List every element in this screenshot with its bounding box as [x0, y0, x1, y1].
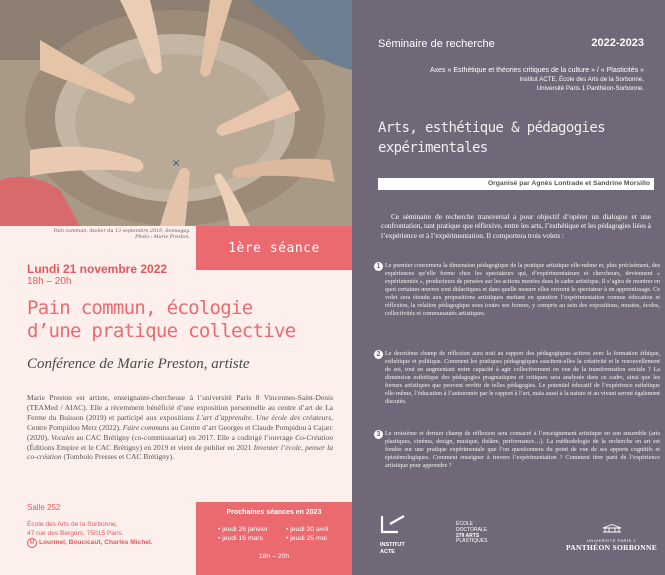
hands-clay-photo: [0, 0, 352, 226]
bio-text: au CAC Brétigny (co-commissariat) en 2017. Elle a codirigé l’ouvrage: [74, 432, 296, 442]
academic-year: 2022-2023: [591, 37, 644, 49]
institute-line: Université Paris 1 Panthéon-Sorbonne.: [536, 84, 644, 92]
next-dates-right: [286, 526, 328, 543]
event-date: Lundi 21 novembre 2022: [27, 262, 168, 276]
pantheon-icon: [602, 524, 622, 533]
bio-text: (Tombolo Presses et CAC Brétigny).: [61, 452, 174, 462]
school-name: École des Arts de la Sorbonne,: [27, 521, 118, 528]
acte-mark-icon: [380, 514, 406, 534]
intro-paragraph: Ce séminaire de recherche transversal a pour objectif d’opérer un dialogue et une confrontation, tant pratique que réflexive, entre les arts, l’esthétique et les pédagogies liées à l’expérience et à l’expérimentation. Il comportera trois volets :: [381, 212, 651, 240]
next-date: • jeudi 16 mars: [218, 534, 264, 542]
next-dates-left: [218, 526, 268, 543]
bio-work-title: Vocales: [51, 432, 75, 442]
event-title: [27, 297, 347, 343]
organizers-bar: Organisé par Agnès Lontrade et Sandrine Morsillo: [378, 178, 654, 190]
venue-block: [27, 503, 153, 548]
room-label: Salle 252: [27, 503, 61, 512]
artist-bio: [27, 393, 333, 462]
edap-line: DOCTORALE: [456, 526, 488, 533]
event-subtitle: Conférence de Marie Preston, artiste: [27, 356, 250, 372]
research-axes: Axes « Esthétique et théories critiques de la culture » / « Plasticités »: [429, 67, 644, 74]
next-date: • jeudi 25 mai: [286, 534, 327, 542]
caption-line: Pain commun, Atelier du 13 septembre 2019, Sonnegay.: [53, 229, 190, 234]
number-badge: 2: [374, 350, 383, 359]
bio-text: au Centre d’art Georges et Claude Pompidou à Cajarc (2020),: [27, 422, 333, 442]
partner-logos: [374, 512, 659, 562]
acte-line: INSTITUT: [380, 542, 405, 548]
seminar-label: Séminaire de recherche: [378, 38, 495, 50]
bio-work-title: L’art d’apprendre. Une école des créateurs: [196, 412, 332, 422]
bio-work-title: Inventer l’école, penser la co-création: [27, 442, 333, 462]
next-sessions-time: 18h – 20h: [258, 553, 290, 560]
edap-line: PLASTIQUES: [456, 538, 488, 545]
metro-stations: Lourmel, Boucicaut, Charles Michel.: [39, 539, 153, 546]
ps-small-label: UNIVERSITÉ PARIS 1: [586, 538, 637, 543]
next-date: • jeudi 26 janvier: [218, 526, 268, 533]
institute-line: Institut ACTE, École des Arts de la Sorbonne,: [519, 76, 644, 83]
metro-line: [27, 538, 153, 548]
institut-acte-logo: [380, 514, 420, 555]
point-text: Le troisième et dernier champ de réflexion sera consacré à l’enseignement artistique en son ensemble (arts plastiques, cinéma, design, musique, théâtre, performance…). La méthodologie de la recherche en art est fondée sur une pratique expérimentale que l’on questionnera du point de vue de ses apports cognitifs et épistémologiques. Comment enseigner à travers l’expérimentation ? Comment tirer parti de l’expérience artistique pour apprendre ?: [385, 430, 660, 470]
seminar-title-line: expérimentales: [378, 140, 488, 156]
point-text: Le premier concernera la dimension pédagogique de la pratique artistique elle-même et, plus précisément, des expériences qu’elle forme chez les spectateurs qui, d’expérimentateurs et chercheurs, deviennent « expérimentés », producteurs de pensées sur les actions menées dans le cadre artistique. Il s’agira de montrer en quoi certaines œuvres sont didactiques et dans quelle mesure elles ouvrent le spectateur à un apprentissage. Ce volet sera étendu aux propositions artistiques mettant en question l’expérimentation comme éducation et réflexion, la relation pédagogique sous toutes ses formes, y compris au sein des expositions, musées, écoles, collectivités et communautés artistiques.: [385, 262, 660, 318]
photo-illustration: [0, 0, 352, 226]
bio-text: (Éditions Empire et le CAC Brétigny) en 2019 et vient de publier en 2021: [27, 442, 254, 452]
seminar-title-line: Arts, esthétique & pédagogies: [378, 120, 606, 136]
seance-label: 1ère séance: [228, 240, 320, 256]
seance-badge: [196, 226, 352, 270]
edap-line: 279 ARTS: [456, 532, 480, 539]
address: 47 rue des Bergers, 75015 Paris: [27, 530, 122, 537]
bio-text: , Centre Pompidou Metz (2022),: [27, 412, 333, 432]
edap-line: ÉCOLE: [456, 521, 473, 527]
acte-line: ACTE: [380, 548, 395, 555]
bio-text: Marie Preston est artiste, enseignante-chercheuse à l’université Paris 8 Vincennes-Saint-Denis (TEAMed / AIAC). Elle a récemment bénéficié d’une exposition personnelle au centre d’art de La Ferme du Buisson (2019) et participé aux expositions: [27, 393, 333, 422]
right-column: [352, 0, 665, 575]
bio-work-title: Co-Création: [295, 432, 333, 442]
point-1: [374, 262, 660, 318]
metro-icon: M: [27, 538, 37, 548]
pantheon-sorbonne-logo: [564, 520, 659, 552]
point-2: [374, 350, 660, 406]
point-3: [374, 430, 660, 470]
caption-credit: Photo : Marie Preston.: [135, 235, 190, 240]
svg-text:×: ×: [172, 158, 181, 169]
number-badge: 1: [374, 262, 383, 271]
event-time: 18h – 20h: [27, 276, 72, 287]
acte-label: [380, 542, 420, 555]
next-sessions-title: Prochaines séances en 2023: [226, 509, 322, 516]
ps-big-label: PANTHÉON SORBONNE: [565, 543, 657, 552]
event-title-line: Pain commun, écologie: [27, 297, 253, 319]
point-text: Le deuxième champ de réflexion aura trait au rapport des pédagogiques actives avec la formation éthique, esthétique et politique. Comment les pratiques pédagogiques suscitent-elles la créativité et le renouvellement de soi, tout en augmentant notre capacité à agir collectivement en vue de la transformation sociale ? La dimension esthétique des pédagogies pragmatiques et critiques sera analysée dans ce cadre, ainsi que les formes artistiques que peuvent revêtir de telles pédagogies. Le potentiel éducatif de l’expérience esthétique elle-même, l’éducation à l’autonomie par le rapport à l’art, mais aussi à la nature et au vivant seront également discutés.: [385, 350, 660, 406]
seminar-title: [378, 118, 658, 158]
bio-work-title: Faire communs: [122, 422, 170, 432]
number-badge: 3: [374, 430, 383, 439]
photo-caption: [6, 229, 190, 241]
next-sessions-box: [196, 502, 352, 575]
next-date: • jeudi 20 avril: [286, 526, 329, 533]
institute: [374, 76, 644, 93]
event-title-line: d’une pratique collective: [27, 320, 296, 342]
ecole-doctorale-logo: [456, 522, 536, 545]
